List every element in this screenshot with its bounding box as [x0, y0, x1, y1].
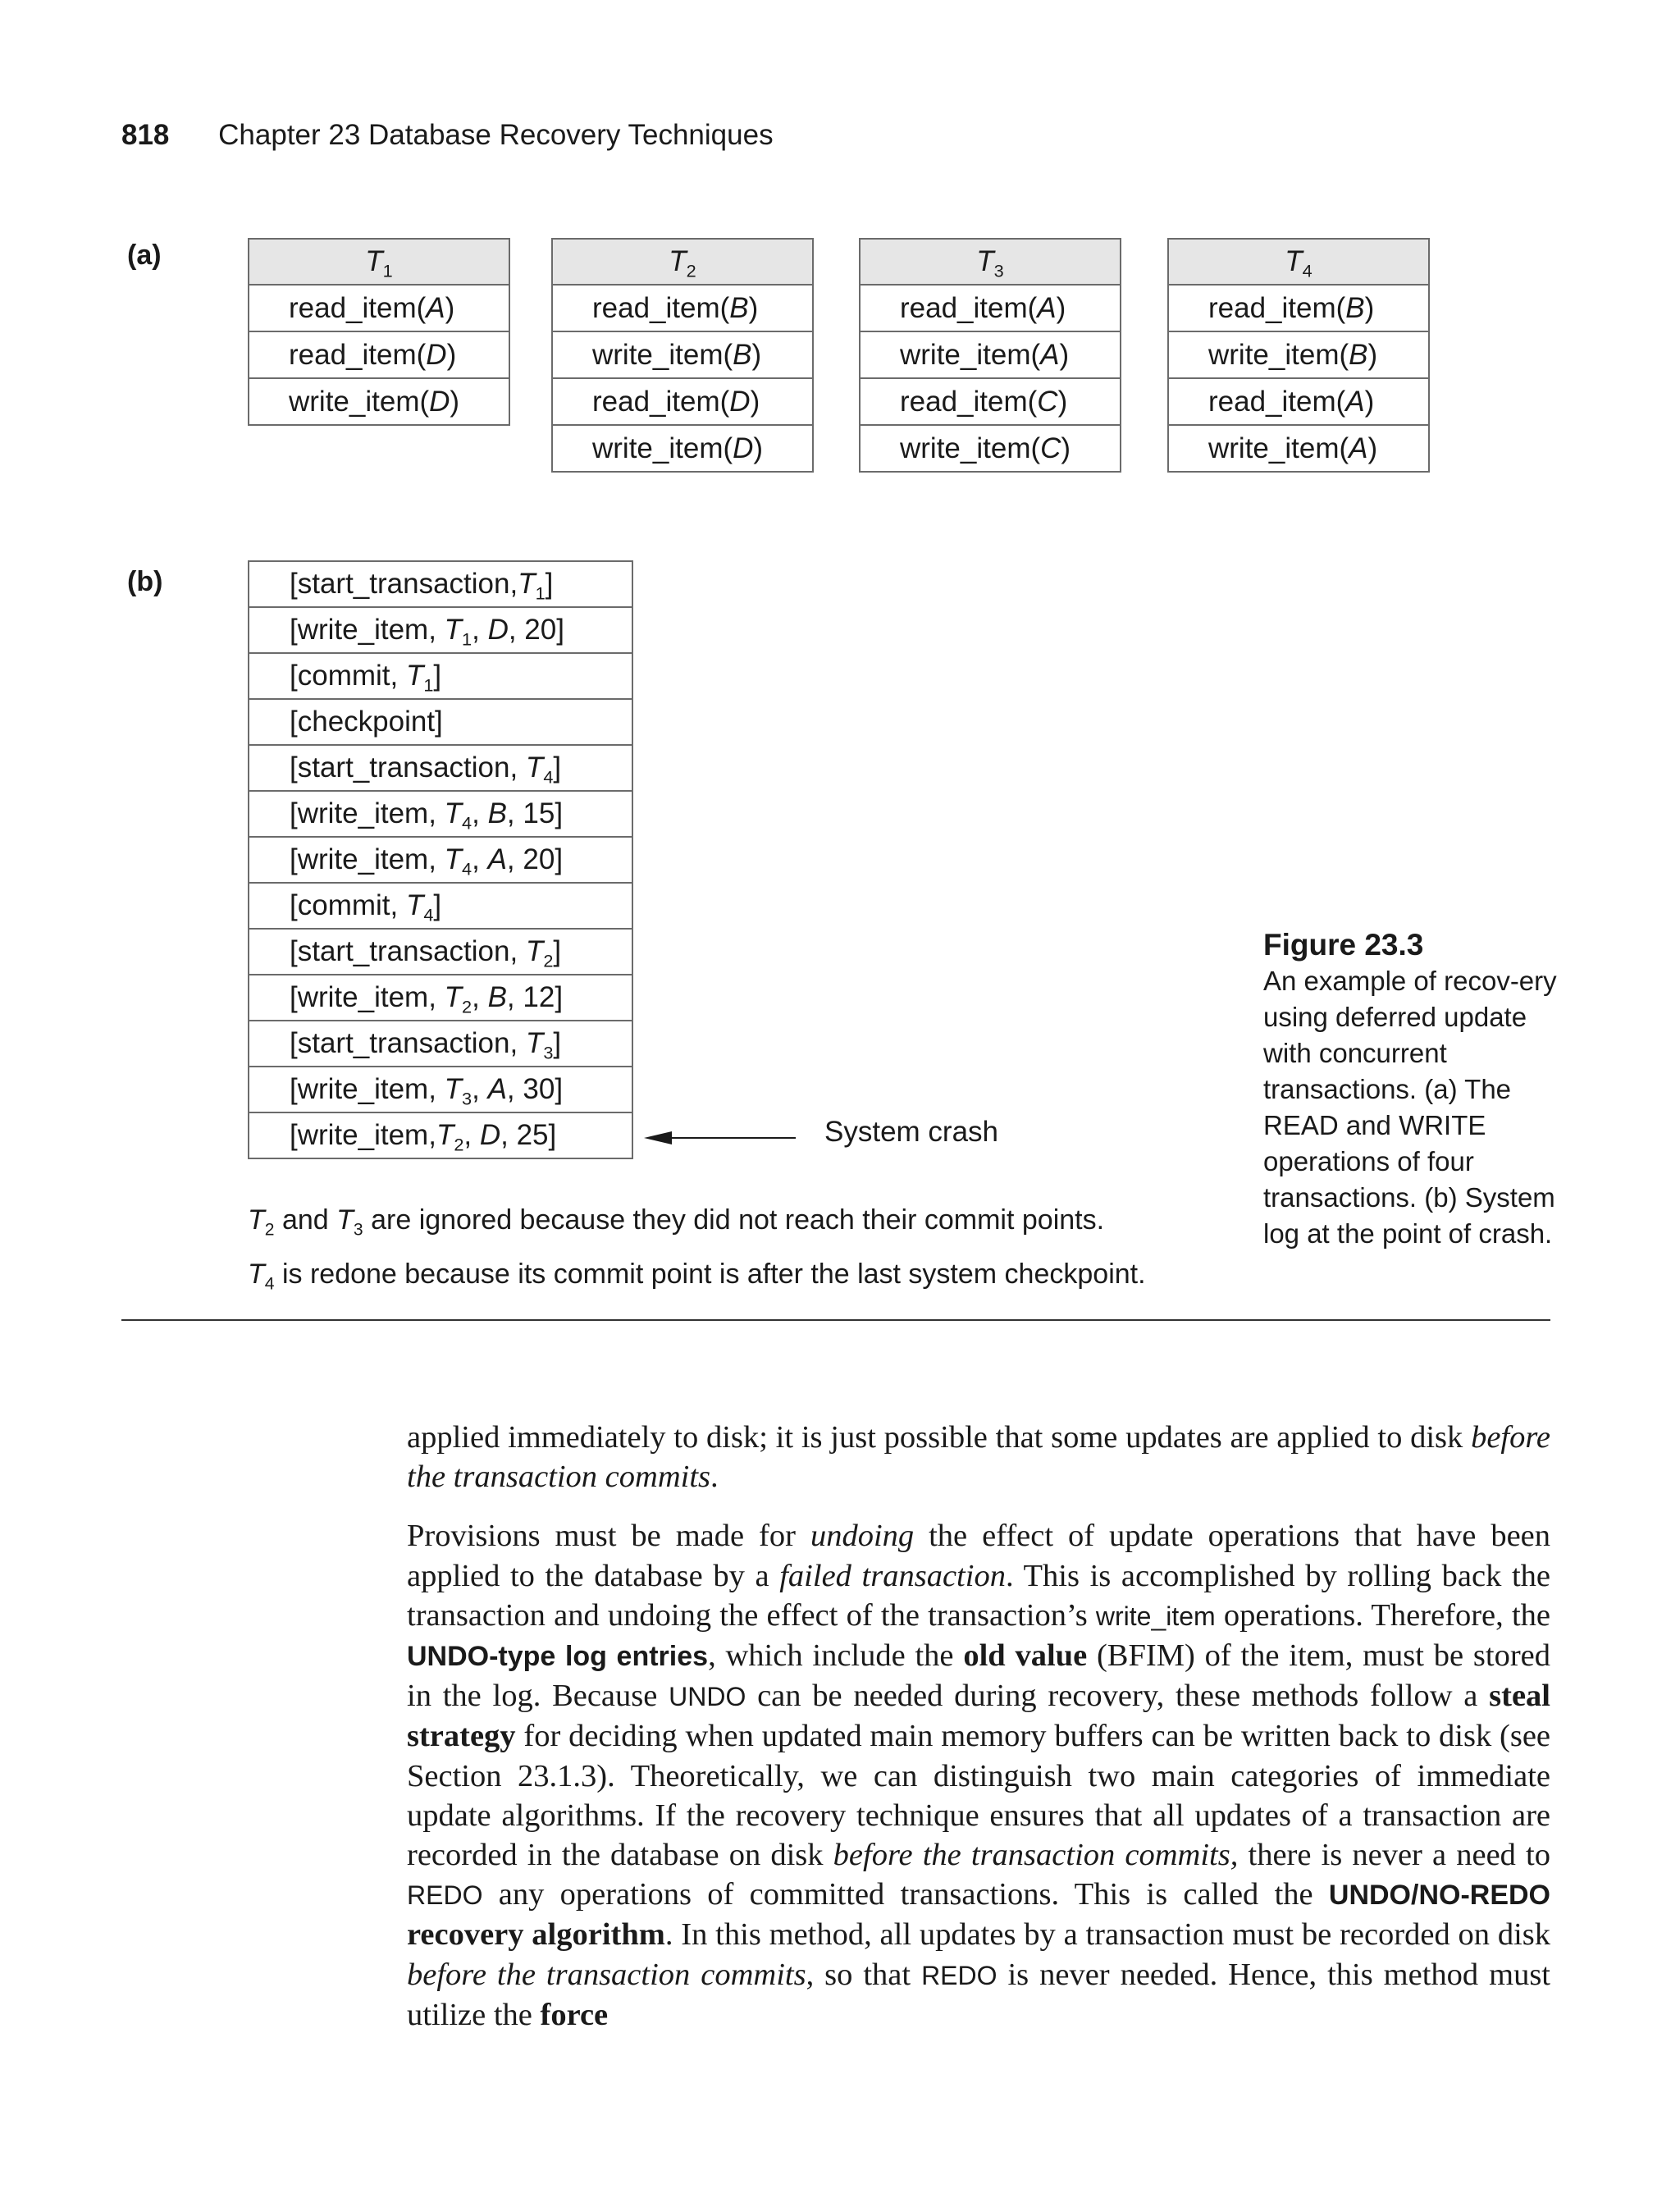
op-text: read_item(: [289, 291, 427, 324]
op-text: ): [445, 291, 455, 324]
body-run: for deciding when updated main memory buffers can be written back to disk (see Section 23.1.3). Theoretically, we can distinguish two main categories of immediate update algorithms. If the recovery technique ensures that all updates of a transaction are recorded in the database on disk: [407, 1719, 1550, 1873]
log-entry: [249, 975, 632, 1021]
log-item: B: [487, 797, 507, 829]
operation-cell: [860, 425, 1121, 472]
op-text: write_item(: [900, 432, 1041, 464]
body-run-code: REDO: [407, 1880, 483, 1911]
log-entry: [249, 699, 632, 745]
log-value: , 15: [506, 797, 555, 829]
op-text: ): [1367, 432, 1378, 464]
transaction-header: [249, 239, 509, 285]
op-text: write_item(: [1208, 338, 1349, 371]
operation-cell: [1168, 425, 1429, 472]
log-entry: [249, 607, 632, 653]
note-t-subscript: 3: [353, 1220, 363, 1240]
op-item: A: [1345, 385, 1365, 418]
log-entry: [249, 1067, 632, 1112]
log-sep: ,: [472, 843, 488, 875]
log-entry: [249, 653, 632, 699]
op-item: C: [1040, 432, 1061, 464]
body-run-code: UNDO: [669, 1682, 746, 1712]
log-entry: [249, 791, 632, 837]
log-text: [write_item,: [290, 981, 445, 1013]
body-run: applied immediately to disk; it is just possible that some updates are applied to disk: [407, 1420, 1472, 1455]
log-t-subscript: 2: [543, 950, 554, 971]
t-subscript: 2: [686, 260, 696, 281]
arrow-head: [644, 1131, 672, 1144]
op-text: read_item(: [900, 291, 1038, 324]
op-text: ): [753, 432, 764, 464]
log-t-symbol: T: [444, 797, 463, 829]
log-text: [checkpoint]: [290, 706, 443, 738]
log-text: [start_transaction,: [290, 1027, 526, 1059]
body-run-italic: before the transaction commits,: [833, 1838, 1239, 1873]
body-text: [407, 1418, 1550, 2054]
op-text: ): [1056, 291, 1066, 324]
body-run: . This is accomplished by rolling back the transaction and undoing the effect of the transaction’s: [407, 1558, 1550, 1633]
note-text: are ignored because they did not reach their commit points.: [363, 1204, 1105, 1236]
op-item: D: [426, 338, 447, 371]
body-run-italic: failed transaction: [779, 1558, 1006, 1593]
log-item: B: [487, 981, 507, 1013]
operation-cell: [860, 378, 1121, 425]
body-paragraph-1: [407, 1418, 1550, 1496]
log-value: , 25: [500, 1119, 549, 1151]
op-text: read_item(: [592, 291, 730, 324]
note-redone: [248, 1259, 1146, 1294]
part-label-b: (b): [127, 566, 163, 597]
log-t-symbol: T: [405, 660, 424, 692]
op-item: B: [1349, 338, 1368, 371]
operation-cell: [249, 285, 509, 331]
log-text: ]: [433, 889, 442, 921]
operation-cell: [552, 285, 813, 331]
log-item: A: [487, 1073, 507, 1105]
transaction-table: [248, 238, 510, 426]
body-run-bold: UNDO/NO-REDO: [1328, 1880, 1550, 1912]
t-symbol: T: [976, 245, 994, 277]
log-value: , 12: [506, 981, 555, 1013]
body-run-code: REDO: [921, 1960, 998, 1990]
log-t-symbol: T: [525, 1027, 544, 1059]
body-run: Provisions must be made for: [407, 1519, 810, 1554]
log-sep: ,: [472, 614, 488, 646]
t-subscript: 3: [993, 260, 1004, 281]
op-item: D: [729, 385, 751, 418]
log-t-symbol: T: [525, 752, 544, 783]
body-run-bold: old value: [963, 1638, 1088, 1674]
operation-cell: [552, 378, 813, 425]
log-entry: [249, 837, 632, 883]
body-run-italic: undoing: [810, 1519, 915, 1554]
operation-cell: [860, 285, 1121, 331]
log-text: ]: [555, 981, 564, 1013]
page-number: 818: [121, 119, 170, 151]
body-run-bold: UNDO-type log entries: [407, 1641, 709, 1673]
log-t-subscript: 4: [423, 904, 434, 925]
op-text: ): [1061, 432, 1071, 464]
body-run: (BFIM) of the item, must be stored in the log. Because: [407, 1638, 1551, 1714]
log-text: ]: [555, 797, 564, 829]
log-t-subscript: 1: [535, 582, 546, 604]
log-value: , 20: [506, 843, 555, 875]
log-t-subscript: 1: [423, 674, 434, 696]
op-text: ): [748, 291, 759, 324]
log-text: ]: [555, 843, 564, 875]
note-t-symbol: T: [336, 1204, 354, 1236]
log-text: [commit,: [290, 889, 406, 921]
log-t-symbol: T: [444, 981, 463, 1013]
log-t-subscript: 1: [462, 628, 472, 650]
op-text: write_item(: [592, 338, 733, 371]
op-text: ): [1367, 338, 1378, 371]
figure-caption-text: An example of recov-ery using deferred update with concurrent transactions. (a) The READ and WRITE operations of four transactions. (b) System log at the point of crash.: [1263, 966, 1557, 1249]
log-t-symbol: T: [444, 1073, 463, 1105]
note-t-subscript: 4: [264, 1274, 275, 1294]
body-run: , so that: [806, 1957, 922, 1992]
crash-label: System crash: [824, 1116, 998, 1148]
log-text: [start_transaction,: [290, 568, 518, 600]
note-ignored: [248, 1204, 1105, 1240]
log-entry: [249, 1112, 632, 1158]
transaction-header: [860, 239, 1121, 285]
transaction-header: [1168, 239, 1429, 285]
log-text: ]: [556, 614, 564, 646]
op-item: D: [429, 385, 450, 418]
log-sep: ,: [472, 797, 488, 829]
log-text: ]: [555, 1073, 564, 1105]
operation-cell: [249, 331, 509, 378]
log-t-subscript: 4: [462, 858, 472, 879]
log-t-subscript: 3: [543, 1042, 554, 1063]
log-t-symbol: T: [444, 843, 463, 875]
op-text: ): [750, 385, 760, 418]
body-run-bold: steal strategy: [407, 1679, 1550, 1754]
operation-cell: [552, 331, 813, 378]
body-run: operations. Therefore, the: [1215, 1597, 1550, 1633]
log-text: [commit,: [290, 660, 406, 692]
body-paragraph-2: [407, 1516, 1550, 2035]
log-entry: [249, 883, 632, 929]
log-text: ]: [545, 568, 554, 600]
body-run: there is never a need to: [1238, 1838, 1550, 1873]
log-t-subscript: 2: [462, 996, 472, 1017]
body-run-code: write_item: [1095, 1601, 1216, 1631]
log-t-symbol: T: [525, 935, 544, 967]
operation-cell: [860, 331, 1121, 378]
op-item: A: [1040, 338, 1060, 371]
note-t-symbol: T: [248, 1204, 265, 1236]
op-text: write_item(: [900, 338, 1041, 371]
op-item: B: [729, 291, 749, 324]
transaction-table: [551, 238, 814, 473]
op-item: A: [1037, 291, 1057, 324]
t-symbol: T: [669, 245, 687, 277]
op-item: A: [426, 291, 445, 324]
log-item: D: [487, 614, 509, 646]
log-text: ]: [553, 1027, 562, 1059]
log-text: ]: [548, 1119, 557, 1151]
body-run-italic: before the transaction commits: [407, 1957, 806, 1992]
operation-cell: [1168, 378, 1429, 425]
body-run-bold: recovery algorithm: [407, 1917, 665, 1953]
op-text: ): [446, 338, 457, 371]
note-text: and: [274, 1204, 337, 1236]
transaction-header: [552, 239, 813, 285]
log-item: A: [487, 843, 507, 875]
log-t-subscript: 4: [543, 766, 554, 788]
log-t-symbol: T: [436, 1119, 454, 1151]
log-entry: [249, 1021, 632, 1067]
log-text: [start_transaction,: [290, 935, 526, 967]
body-run: any operations of committed transactions. This is called the: [482, 1877, 1329, 1912]
figure-divider: [121, 1319, 1550, 1321]
crash-arrow: [644, 1126, 800, 1150]
op-text: read_item(: [1208, 291, 1346, 324]
op-text: ): [1364, 385, 1375, 418]
body-run: , which include the: [708, 1638, 964, 1674]
log-entry: [249, 929, 632, 975]
body-run: .: [710, 1460, 719, 1495]
log-value: , 30: [506, 1073, 555, 1105]
op-text: read_item(: [1208, 385, 1346, 418]
log-t-symbol: T: [405, 889, 424, 921]
op-text: read_item(: [592, 385, 730, 418]
running-title: Chapter 23 Database Recovery Techniques: [218, 119, 774, 151]
transaction-table: [1167, 238, 1430, 473]
note-t-subscript: 2: [264, 1220, 275, 1240]
t-symbol: T: [1285, 245, 1303, 277]
system-log-table: [248, 560, 633, 1159]
op-text: ): [450, 385, 460, 418]
op-item: D: [733, 432, 754, 464]
body-run: is never needed. Hence, this method must utilize the: [407, 1957, 1550, 2032]
op-item: B: [1345, 291, 1365, 324]
op-text: read_item(: [289, 338, 427, 371]
log-entry: [249, 745, 632, 791]
body-run: . In this method, all updates by a transaction must be recorded on disk: [664, 1917, 1551, 1953]
log-t-subscript: 3: [462, 1088, 472, 1109]
figure-caption: [1263, 927, 1559, 1252]
transaction-table: [859, 238, 1121, 473]
log-sep: ,: [463, 1119, 480, 1151]
op-text: read_item(: [900, 385, 1038, 418]
op-item: C: [1037, 385, 1058, 418]
op-text: ): [751, 338, 762, 371]
note-t-symbol: T: [248, 1259, 265, 1290]
log-text: [write_item,: [290, 797, 445, 829]
figure-title: Figure 23.3: [1263, 928, 1424, 962]
log-t-symbol: T: [444, 614, 463, 646]
operation-cell: [552, 425, 813, 472]
op-text: ): [1059, 338, 1070, 371]
log-item: D: [479, 1119, 501, 1151]
log-text: [write_item,: [290, 1073, 445, 1105]
operation-cell: [1168, 285, 1429, 331]
body-run-italic: before the transaction commits: [407, 1420, 1550, 1495]
op-text: write_item(: [592, 432, 733, 464]
note-text: is redone because its commit point is after the last system checkpoint.: [274, 1259, 1146, 1290]
log-text: ]: [433, 660, 442, 692]
log-value: , 20: [508, 614, 557, 646]
part-label-a: (a): [127, 240, 162, 271]
log-entry: [249, 561, 632, 607]
page-header: [121, 119, 774, 152]
log-text: [start_transaction,: [290, 752, 526, 783]
body-run: can be needed during recovery, these methods follow a: [746, 1679, 1490, 1714]
log-t-subscript: 4: [462, 812, 472, 834]
log-text: [write_item,: [290, 1119, 436, 1151]
log-t-symbol: T: [518, 568, 536, 600]
body-run: the effect of update operations that have been applied to the database by a: [407, 1519, 1551, 1593]
log-sep: ,: [472, 981, 488, 1013]
body-run-bold: force: [540, 1997, 609, 2032]
t-subscript: 4: [1302, 260, 1312, 281]
op-item: A: [1349, 432, 1368, 464]
operation-cell: [249, 378, 509, 425]
log-text: ]: [553, 935, 562, 967]
op-text: write_item(: [1208, 432, 1349, 464]
log-text: ]: [553, 752, 562, 783]
log-text: [write_item,: [290, 614, 445, 646]
log-t-subscript: 2: [454, 1134, 464, 1155]
t-subscript: 1: [382, 260, 393, 281]
log-text: [write_item,: [290, 843, 445, 875]
op-text: ): [1364, 291, 1375, 324]
t-symbol: T: [365, 245, 383, 277]
operation-cell: [1168, 331, 1429, 378]
op-text: ): [1057, 385, 1068, 418]
op-text: write_item(: [289, 385, 430, 418]
op-item: B: [733, 338, 752, 371]
log-sep: ,: [472, 1073, 488, 1105]
